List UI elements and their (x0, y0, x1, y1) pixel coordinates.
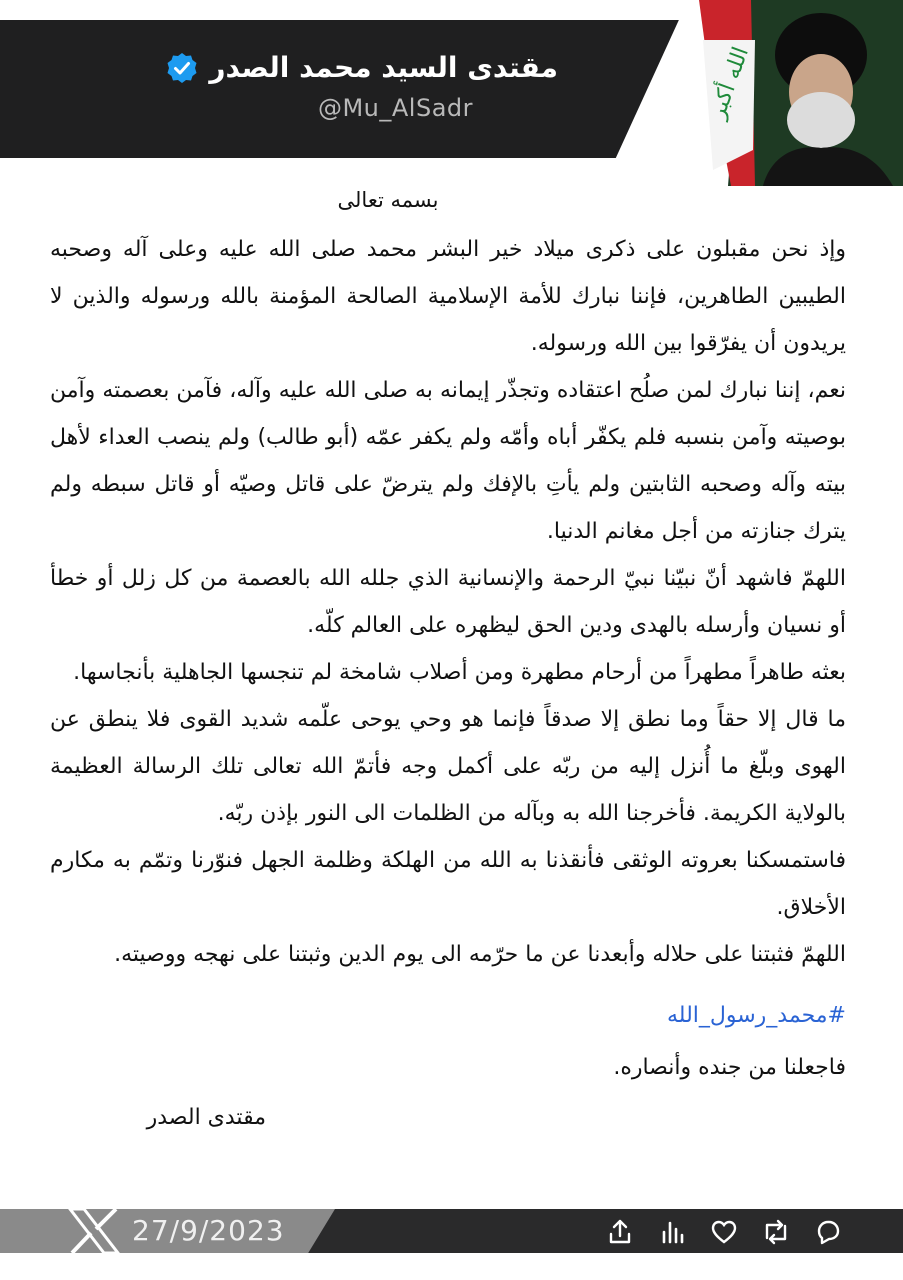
x-logo-icon[interactable] (66, 1209, 122, 1257)
repost-icon[interactable] (759, 1215, 793, 1249)
name-block (165, 48, 558, 88)
paragraph-4: بعثه طاهراً مطهراً من أرحام مطهرة ومن أصلاب شامخة لم تنجسها الجاهلية بأنجاسها. (73, 660, 846, 685)
hashtag-link[interactable]: #محمد_رسول_الله (667, 1003, 846, 1028)
post-body (50, 180, 846, 1138)
profile-banner-graphic (603, 0, 903, 186)
user-handle[interactable]: @Mu_AlSadr (317, 94, 473, 122)
post-actions (603, 1215, 845, 1249)
share-icon[interactable] (603, 1215, 637, 1249)
display-name: مقتدى السيد محمد الصدر (209, 51, 558, 84)
paragraph-5: ما قال إلا حقاً وما نطق إلا صدقاً فإنما هو وحي يوحى علّمه شديد القوى فلا ينطق عن الهوى وبلّغ ما أُنزل إليه من ربّه على أكمل وجه فأتمّ الله تعالى تلك الرسالة العظيمة بالولاية الكريمة. فأخرجنا الله به وبآله من الظلمات الى النور بإذن ربّه. (50, 707, 846, 826)
reply-icon[interactable] (811, 1215, 845, 1249)
svg-text:الله أكبر: الله أكبر (705, 43, 755, 123)
verified-badge-icon (165, 51, 199, 85)
paragraph-3: اللهمّ فاشهد أنّ نبيّنا نبيّ الرحمة والإنسانية الذي جلله الله بالعصمة من كل زلل أو خطأ أو نسيان وأرسله بالهدى ودين الحق ليظهره على العالم كلّه. (50, 566, 846, 638)
like-icon[interactable] (707, 1215, 741, 1249)
paragraph-6: فاستمسكنا بعروته الوثقى فأنقذنا به الله من الهلكة وظلمة الجهل فنوّرنا وتمّم به مكارم الأخلاق. (50, 848, 846, 920)
closing-line: فاجعلنا من جنده وأنصاره. (613, 1055, 846, 1080)
paragraph-7: اللهمّ فثبتنا على حلاله وأبعدنا عن ما حرّمه الى يوم الدين وثبتنا على نهجه ووصيته. (114, 942, 846, 967)
paragraph-1: وإذ نحن مقبلون على ذكرى ميلاد خير البشر محمد صلى الله عليه وعلى آله وصحبه الطيبين الطاهرين، فإننا نبارك للأمة الإسلامية الصالحة المؤمنة بالله ورسوله والذين لا يريدون أن يفرّقوا بين الله ورسوله. (50, 237, 846, 356)
paragraph-2: نعم، إننا نبارك لمن صلُح اعتقاده وتجذّر إيمانه به صلى الله عليه وآله، فآمن بعصمته وآمن بوصيته وآمن بنسبه فلم يكفّر أباه وأمّه ولم يكفر عمّه (أبو طالب) ولم ينصب العداء لأهل بيته وآله وصحبه الثابتين ولم يأتِ بالإفك ولم يترضّ على قاتل وصيّه أو قاتل سبطه ولم يترك جنازته من أجل مغانم الدنيا. (50, 378, 846, 544)
post-date: 27/9/2023 (132, 1214, 285, 1247)
bismillah-line: بسمه تعالى (337, 188, 439, 212)
views-icon[interactable] (655, 1215, 689, 1249)
signature: مقتدى الصدر (146, 1105, 266, 1130)
profile-photo-area[interactable] (603, 0, 903, 186)
beard-shape (787, 92, 855, 148)
display-name-row[interactable] (165, 48, 558, 88)
